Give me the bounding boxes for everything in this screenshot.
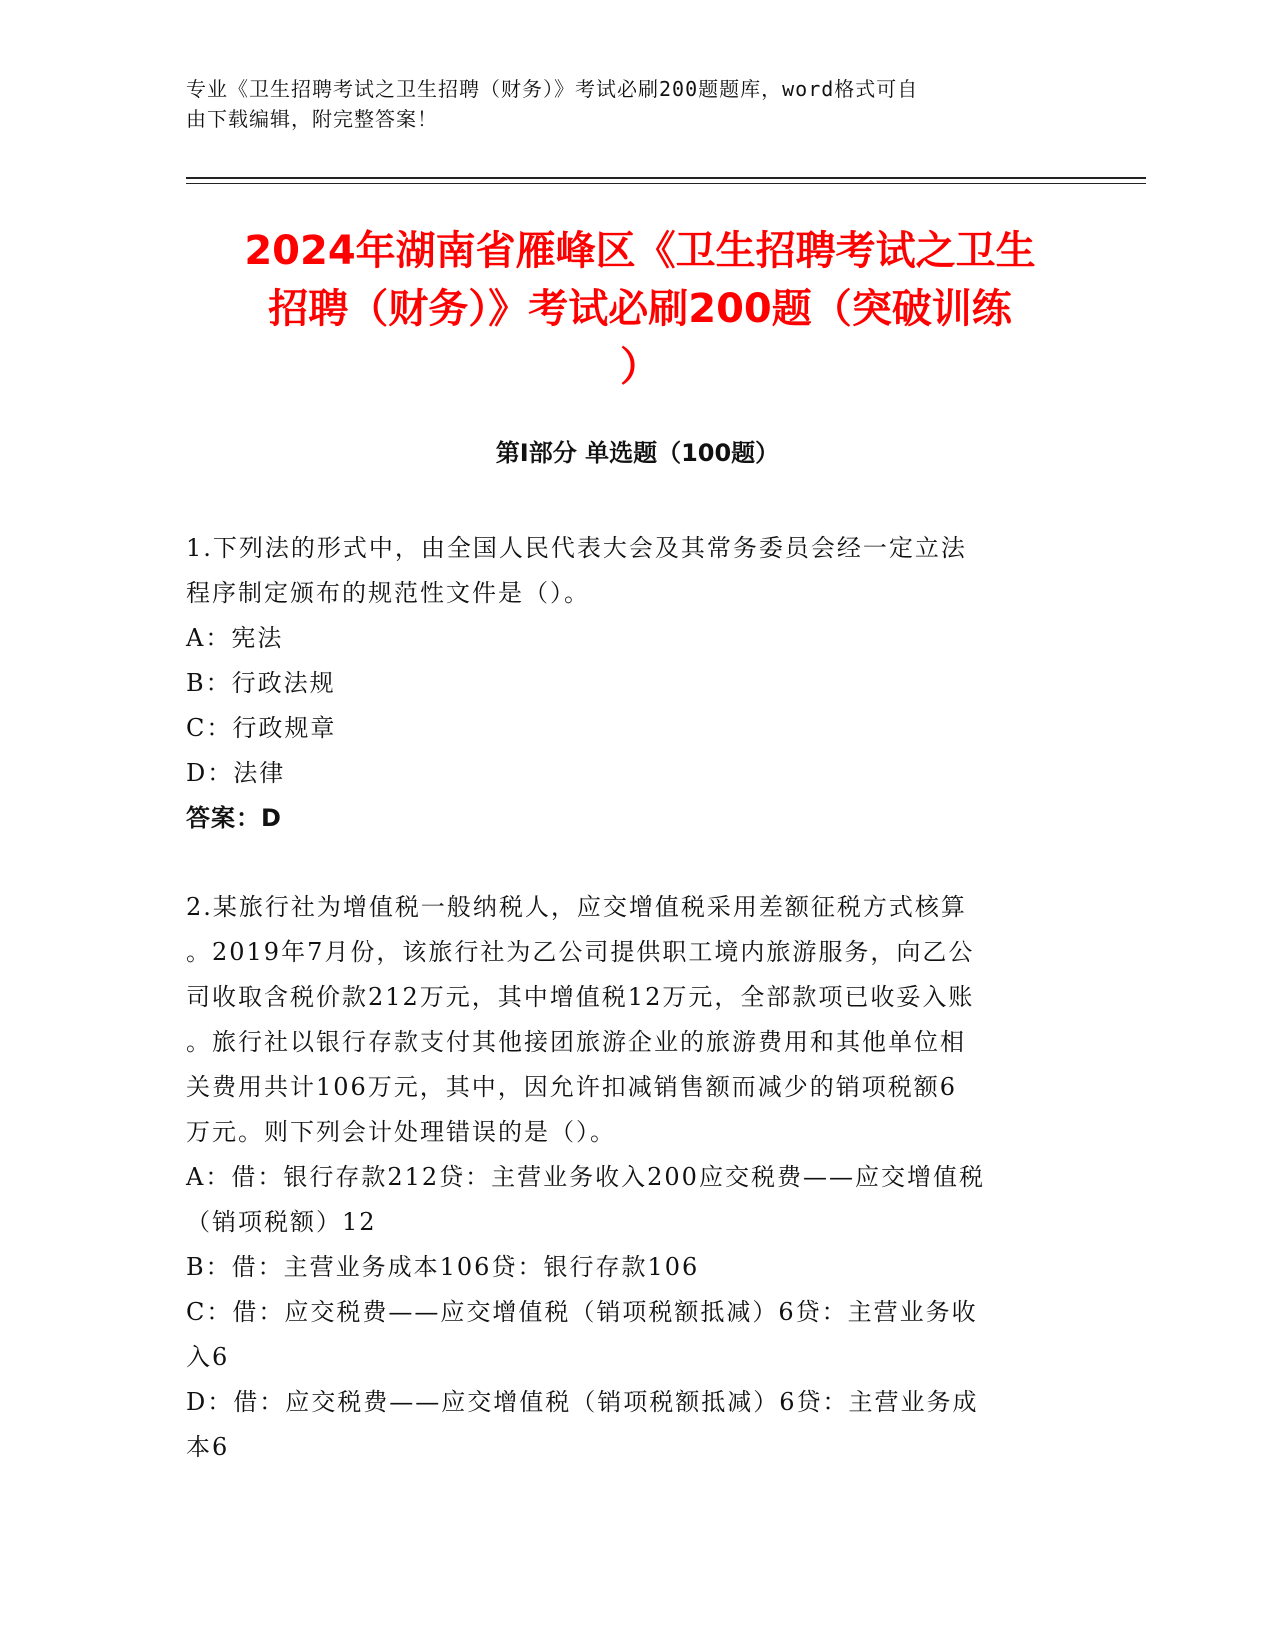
question-text-line: 万元。则下列会计处理错误的是（）。 — [186, 1118, 616, 1146]
answer: 答案：D — [186, 804, 282, 832]
header-note-line: 专业《卫生招聘考试之卫生招聘（财务）》考试必刷200题题库，word格式可自 — [186, 77, 919, 101]
option-d: D：法律 — [186, 759, 286, 787]
option-b: B：行政法规 — [186, 669, 336, 697]
question-text-line: 。旅行社以银行存款支付其他接团旅游企业的旅游费用和其他单位相 — [186, 1028, 966, 1056]
question-text-line: 司收取含税价款212万元，其中增值税12万元，全部款项已收妥入账 — [186, 983, 975, 1011]
question-1 — [186, 526, 1076, 841]
header-divider — [186, 177, 1146, 179]
header-divider-thin — [186, 183, 1146, 184]
option-a-continued: （销项税额）12 — [186, 1208, 377, 1236]
title-line: 招聘（财务）》考试必刷200题（突破训练 — [268, 286, 1012, 332]
option-c-continued: 入6 — [186, 1343, 230, 1371]
question-text-line: 。2019年7月份，该旅行社为乙公司提供职工境内旅游服务，向乙公 — [186, 938, 975, 966]
section-heading: 第I部分 单选题（100题） — [495, 439, 780, 467]
header-note — [186, 74, 1086, 134]
question-text-line: 关费用共计106万元，其中，因允许扣减销售额而减少的销项税额6 — [186, 1073, 958, 1101]
title-line: ） — [620, 344, 660, 390]
question-2 — [186, 885, 1076, 1470]
document-title — [160, 222, 1120, 396]
header-note-line: 由下载编辑，附完整答案！ — [186, 107, 438, 131]
option-a: A：借：银行存款212贷：主营业务收入200应交税费——应交增值税 — [186, 1163, 985, 1191]
option-c: C：借：应交税费——应交增值税（销项税额抵减）6贷：主营业务收 — [186, 1298, 978, 1326]
option-d: D：借：应交税费——应交增值税（销项税额抵减）6贷：主营业务成 — [186, 1388, 979, 1416]
option-b: B：借：主营业务成本106贷：银行存款106 — [186, 1253, 700, 1281]
option-a: A：宪法 — [186, 624, 284, 652]
option-c: C：行政规章 — [186, 714, 337, 742]
question-text-line: 1.下列法的形式中，由全国人民代表大会及其常务委员会经一定立法 — [186, 534, 967, 562]
question-text-line: 2.某旅行社为增值税一般纳税人，应交增值税采用差额征税方式核算 — [186, 893, 967, 921]
title-line: 2024年湖南省雁峰区《卫生招聘考试之卫生 — [244, 228, 1036, 274]
question-text-line: 程序制定颁布的规范性文件是（）。 — [186, 579, 590, 607]
option-d-continued: 本6 — [186, 1433, 230, 1461]
